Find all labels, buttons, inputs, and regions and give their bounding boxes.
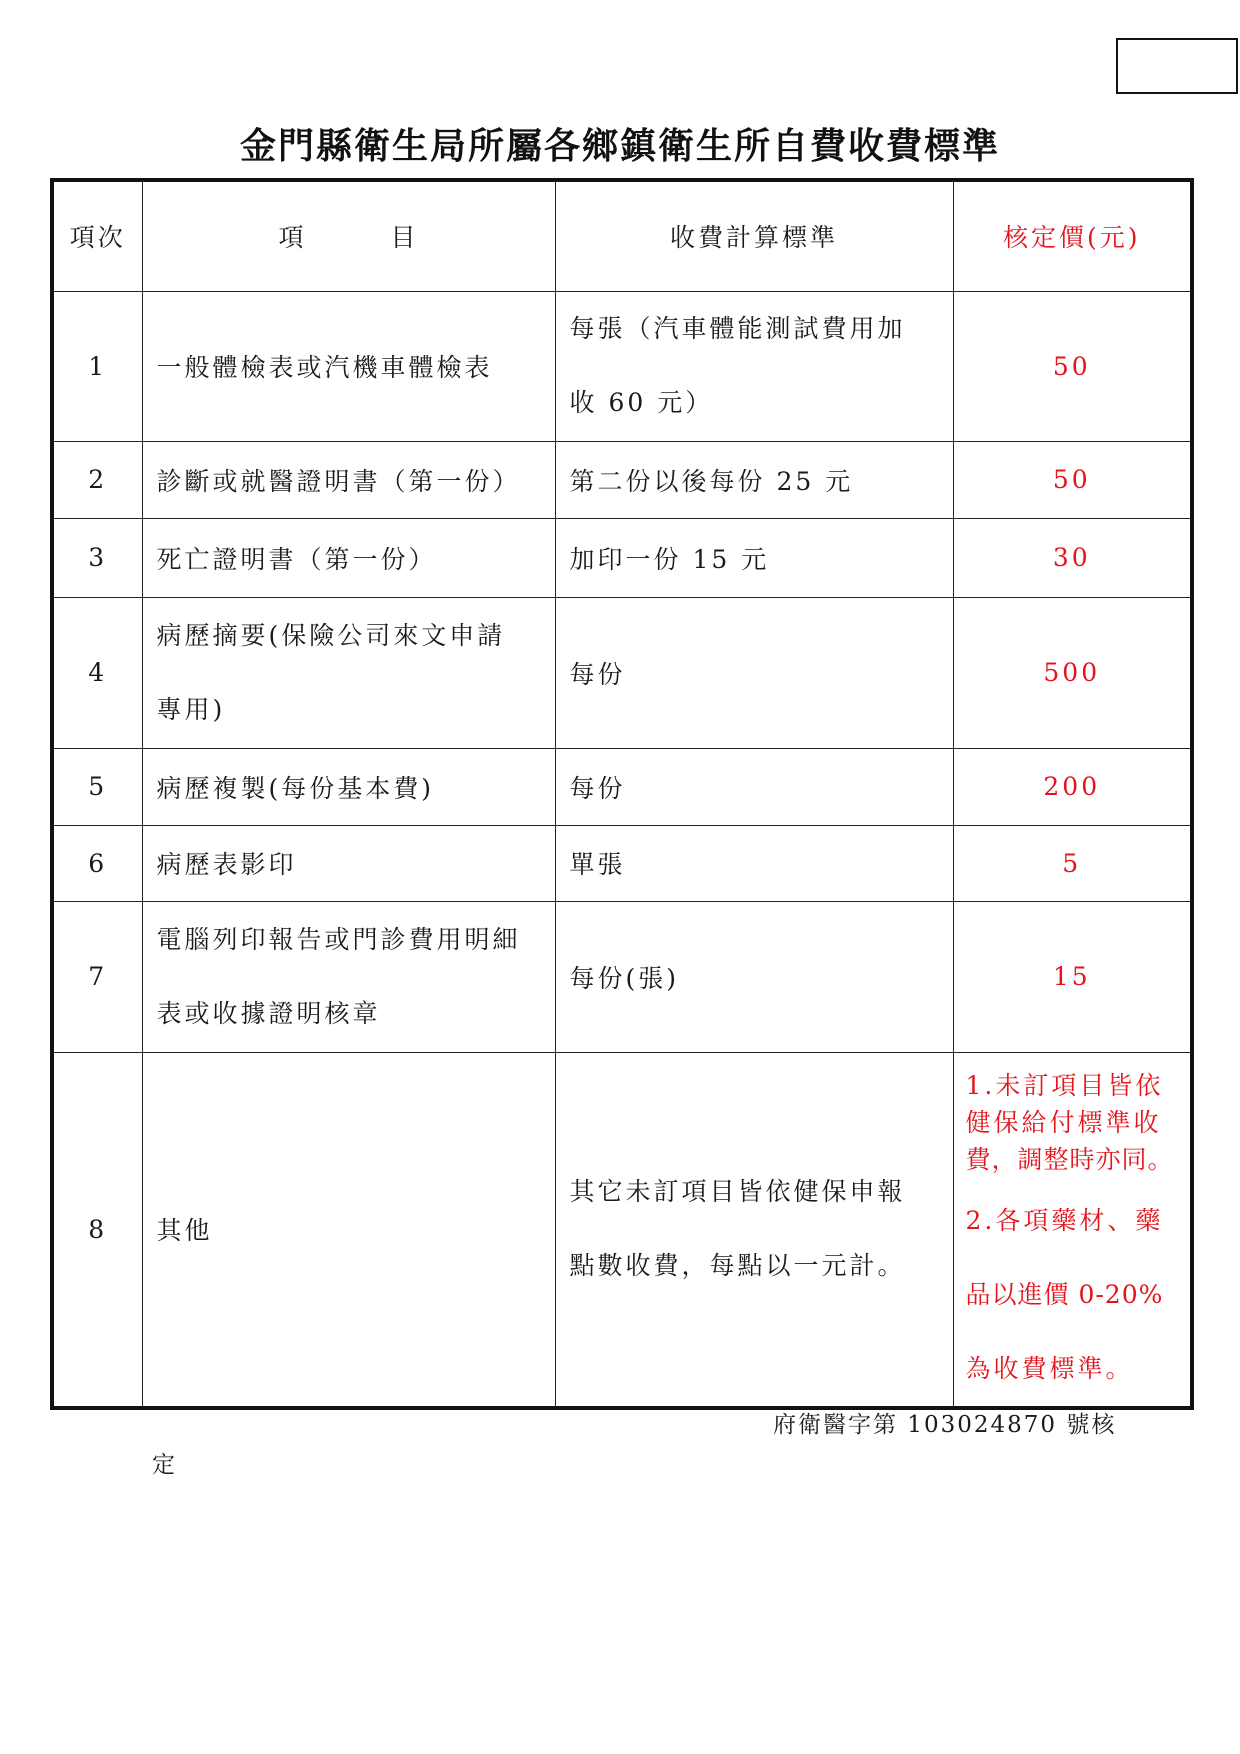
note-1	[966, 1059, 1185, 1178]
row-number: 6	[52, 825, 142, 901]
row-basis-line: 每份	[569, 773, 626, 803]
row-price: 200	[953, 748, 1192, 825]
row-number: 2	[52, 441, 142, 518]
row-price: 500	[953, 597, 1192, 748]
row-price-notes	[953, 1052, 1192, 1408]
row-item	[142, 291, 555, 441]
row-number: 7	[52, 901, 142, 1052]
row-basis-line: 每份	[569, 659, 626, 689]
row-basis	[555, 597, 953, 748]
row-number: 3	[52, 518, 142, 597]
row-basis	[555, 1052, 953, 1408]
table-row	[52, 518, 1192, 597]
header-item: 項 目	[142, 180, 555, 291]
row-basis-line: 其它未訂項目皆依健保申報	[569, 1177, 906, 1206]
approval-code-tail: 定	[152, 1452, 175, 1478]
row-item	[142, 825, 555, 901]
table-header-row	[52, 180, 1192, 291]
row-basis	[555, 518, 953, 597]
note-line: 健保給付標準收	[965, 1107, 1162, 1137]
row-number: 4	[52, 597, 142, 748]
row-basis-line: 點數收費，每點以一元計。	[569, 1251, 906, 1280]
row-item-line: 電腦列印報告或門診費用明細	[156, 924, 521, 954]
row-price: 50	[953, 441, 1192, 518]
row-price: 5	[953, 825, 1192, 901]
table-row	[52, 291, 1192, 441]
table-row	[52, 901, 1192, 1052]
approval-code: 府衛醫字第 103024870 號核	[773, 1412, 1117, 1438]
row-number: 5	[52, 748, 142, 825]
row-item-line: 專用)	[156, 694, 226, 724]
row-item-line: 病歷表影印	[156, 850, 297, 879]
row-basis-line: 加印一份 15 元	[569, 544, 770, 574]
note-line: 2.各項藥材、藥	[965, 1205, 1164, 1235]
row-item	[142, 1052, 555, 1408]
row-item-line: 其他	[156, 1216, 213, 1245]
note-line: 品以進價 0-20%	[965, 1279, 1164, 1309]
row-basis-line: 每份(張)	[569, 963, 680, 993]
row-item-line: 一般體檢表或汽機車體檢表	[156, 353, 493, 382]
row-basis	[555, 441, 953, 518]
row-basis-line: 單張	[569, 850, 626, 879]
header-basis: 收費計算標準	[555, 180, 953, 291]
row-price: 15	[953, 901, 1192, 1052]
row-price: 30	[953, 518, 1192, 597]
row-item	[142, 901, 555, 1052]
row-basis-line: 每張（汽車體能測試費用加	[569, 314, 906, 343]
note-line: 費，調整時亦同。	[965, 1144, 1174, 1174]
table-row	[52, 1052, 1192, 1408]
row-number: 8	[52, 1052, 142, 1408]
row-basis	[555, 825, 953, 901]
row-basis	[555, 291, 953, 441]
row-basis-line: 第二份以後每份 25 元	[569, 466, 854, 496]
row-item-line: 死亡證明書（第一份）	[156, 544, 437, 574]
note-2	[966, 1184, 1185, 1406]
table-row	[52, 597, 1192, 748]
table-row	[52, 748, 1192, 825]
row-item-line: 病歷複製(每份基本費)	[156, 773, 435, 803]
row-item-line: 診斷或就醫證明書（第一份）	[156, 466, 521, 496]
page-title: 金門縣衛生局所屬各鄉鎮衛生所自費收費標準	[239, 126, 1000, 167]
note-line: 為收費標準。	[965, 1353, 1134, 1383]
fee-table	[50, 178, 1194, 1410]
row-item-line: 表或收據證明核章	[156, 998, 381, 1028]
row-basis	[555, 901, 953, 1052]
row-number: 1	[52, 291, 142, 441]
note-line: 1.未訂項目皆依	[965, 1070, 1164, 1100]
row-item	[142, 597, 555, 748]
row-item	[142, 441, 555, 518]
row-item-line: 病歷摘要(保險公司來文申請	[156, 620, 506, 650]
row-basis-line: 收 60 元）	[569, 388, 714, 417]
corner-box	[1116, 38, 1238, 94]
row-item	[142, 518, 555, 597]
row-basis	[555, 748, 953, 825]
header-index: 項次	[52, 180, 142, 291]
row-item	[142, 748, 555, 825]
table-row	[52, 441, 1192, 518]
table-row	[52, 825, 1192, 901]
header-price: 核定價(元)	[953, 180, 1192, 291]
row-price: 50	[953, 291, 1192, 441]
